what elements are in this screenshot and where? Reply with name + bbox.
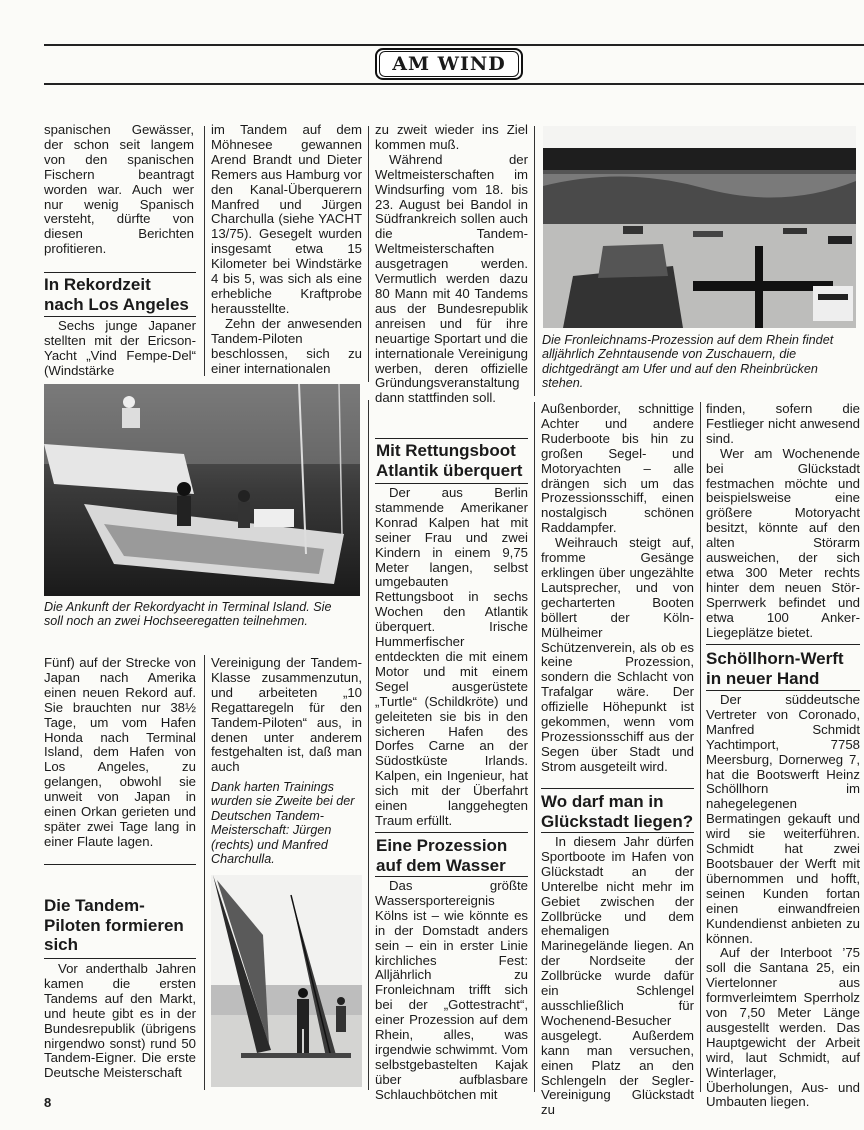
headline-rule xyxy=(44,958,196,959)
paragraph: Weihrauch steigt auf, fromme Gesänge erklingen über ungezählte Lautsprecher, und von gecharterten Booten böllert der Köln-Mülheimer Schützenverein, als ob es keine Prozession, sondern die Schlacht von Trafalgar wäre. Der offizielle Höhepunkt ist gekommen, wenn vom Prozessionsschiff aus der Segen über Stadt und Strom ausgeteilt wird. xyxy=(541,535,694,774)
rekordzeit-intro xyxy=(44,319,196,379)
column-divider xyxy=(534,126,535,396)
headline-rule xyxy=(541,832,694,833)
paragraph: In diesem Jahr dürfen Sportboote im Hafen von Glückstadt an der Unterelbe nicht mehr im Gebiet zwischen der Zollbrücke und dem ehemaligen Marinegelände liegen. An der Nordseite der Zollbrücke wurde dafür ein Schlengel ausschließlich für Wochenend-Besucher ausgelegt. Außerdem kann man versuchen, einen Platz an den Schlengeln der Segler-Vereinigung Glückstadt zu xyxy=(541,834,694,1118)
paragraph: Der aus Berlin stammende Amerikaner Konrad Kalpen hat mit seiner Frau und zwei Kindern in einem 9,75 Meter langen, selbst umgebauten Rettungsboot in sechs Wochen den Atlantik überquert. Irische Hummerfischer entdeckten die mit einem Motor und mit einem Segel ausgerüstete „Turtle“ (Schildkröte) und geleiteten sie bis in den sicheren Hafen des Dorfes Carne an der Südostküste Irlands. Kalpen, ein Ingenieur, hat sich mit der Überfahrt einen langgehegten Traum erfüllt. xyxy=(375,485,528,828)
column-divider xyxy=(204,655,205,1090)
headline-rule xyxy=(375,438,528,439)
headline-prozession: Eine Prozession auf dem Wasser xyxy=(376,836,508,875)
rettungsboot-text xyxy=(375,486,528,829)
col5-top-text xyxy=(706,402,860,641)
headline-rule xyxy=(375,832,528,833)
headline-glueckstadt: Wo darf man in Glückstadt liegen? xyxy=(541,792,694,831)
headline-schoellhorn: Schöllhorn-Werft in neuer Hand xyxy=(706,649,844,688)
headline-rettungsboot: Mit Rettungsboot Atlantik überquert xyxy=(376,441,523,480)
column-divider xyxy=(700,402,701,1092)
paragraph: spanischen Gewässer, der schon seit langem von den spanischen Fischern beantragt worden war. Auch wer nur wenig Spanisch versteht, dürfte von diesen Berichten profitieren. xyxy=(44,122,194,257)
headline-rule xyxy=(541,788,694,789)
paragraph: Wer am Wochenende bei Glückstadt festmachen möchte und beispielsweise eine größere Motoryacht besitzt, könnte auf den alten Störarm ausweichen, der sich etwa 300 Meter rechts hinter dem neuen Stör-Sperrwerk befindet und etwa 100 Anker-Liegeplätze bietet. xyxy=(706,445,860,640)
rekordzeit-continued xyxy=(44,656,196,850)
col4-top-text xyxy=(541,402,694,775)
headline-tandem: Die Tandem- Piloten formieren sich xyxy=(44,896,184,954)
paragraph: Auf der Interboot ’75 soll die Santana 25, ein Viertelonner aus formverleimtem Sperrholz von 7,50 Meter Länge ausgestellt werden. Das Hauptgewicht der Arbeit wird, laut Schmidt, auf Winterlager, Überholungen, Aus- und Umbauten liegen. xyxy=(706,945,860,1110)
paragraph: Zehn der anwesenden Tandem-Piloten beschlossen, sich zu einer internationalen xyxy=(211,315,362,376)
headline-rule xyxy=(44,316,196,317)
section-masthead xyxy=(375,48,523,80)
paragraph: Das größte Wassersportereignis Kölns ist – wie könnte es in der Domstadt anders sein – ein in erster Linie kirchliches Fest: Alljährlich zu Fronleichnam trifft sich bei der „Gottestracht“, einer Prozession auf dem Rhein, alles, was irgendwie schwimmt. Vom selbstgebastelten Kajak über aufblasbare Schlauchbötchen mit xyxy=(375,878,528,1102)
yacht-photo xyxy=(44,384,360,596)
tandem-intro xyxy=(44,962,196,1081)
header-rule xyxy=(44,83,864,85)
headline-rule xyxy=(44,272,196,273)
column-divider xyxy=(534,402,535,1092)
yacht-photo-caption: Die Ankunft der Rekordyacht in Terminal Island. Sie soll noch an zwei Hochseeregatten teilnehmen. xyxy=(44,600,332,629)
headline-rekordzeit: In Rekordzeit nach Los Angeles xyxy=(44,275,189,314)
schoellhorn-text xyxy=(706,693,860,1110)
top-rule xyxy=(44,44,864,46)
col1-top-text xyxy=(44,123,194,257)
paragraph: Der süddeutsche Vertreter von Coronado, Manfred Schmidt Yachtimport, 7758 Meersburg, Dornerweg 7, hat die Bootswerft Heinz Schöllhorn im nahegelegenen Bermatingen gekauft und wird sie weiterführen. Schmidt hat zwei Bootsbauer der Werft mit übernommen und hofft, seinen Kunden fortan einen einwandfreien Kundendienst anbieten zu können. xyxy=(706,692,860,946)
section-title: AM WIND xyxy=(379,51,519,77)
headline-rule xyxy=(375,483,528,484)
windsurf-photo xyxy=(211,875,362,1087)
column-divider xyxy=(204,126,205,376)
rhein-photo-caption: Die Fronleichnams-Prozession auf dem Rhein findet alljährlich Zehntausende von Zuschauern, die dichtgedrängt am Ufer und auf den Rheinbrücken stehen. xyxy=(542,333,834,391)
tandem-photo-caption: Dank harten Trainings wurden sie Zweite bei der Deutschen Tandem-Meisterschaft: Jürgen (rechts) und Manfred Charchulla. xyxy=(211,780,355,867)
paragraph: Fünf) auf der Strecke von Japan nach Amerika einen neuen Rekord auf. Sie brauchten nur 38½ Tage, um vom Hafen Honda nach Terminal Island, dem Hafen von Los Angeles, zu gelangen, obwohl sie unweit von Japan in einen Orkan gerieten und später zwei Tage lang in einer Flaute lagen. xyxy=(44,655,196,849)
col2-bottom-text xyxy=(211,656,362,775)
paragraph: Sechs junge Japaner stellten mit der Ericson-Yacht „Vind Fempe-Del“ (Windstärke xyxy=(44,318,196,378)
paragraph: Vereinigung der Tandem-Klasse zusammenzutun, und arbeiteten „10 Regattaregeln für den Tandem-Piloten“ aus, in denen unter anderem festgehalten ist, daß man auch xyxy=(211,655,362,775)
col2-top-text xyxy=(211,123,362,376)
headline-rule xyxy=(375,876,528,877)
col3-top-text xyxy=(375,123,528,406)
column-divider xyxy=(368,126,369,382)
headline-rule xyxy=(706,690,860,691)
paragraph: zu zweit wieder ins Ziel kommen muß. xyxy=(375,122,528,152)
paragraph: Außenborder, schnittige Achter und andere Ruderboote bis hin zu großen Segel- und Motoryachten – alle drängen sich um das Prozessionsschiff, einen nostalgisch schönen Raddampfer. xyxy=(541,401,694,536)
page-number: 8 xyxy=(44,1095,52,1110)
paragraph: Vor anderthalb Jahren kamen die ersten Tandems auf den Markt, und heute gibt es in der Bundesrepublik (übrigens nirgendwo sonst) rund 50 Tandem-Eigner. Die erste Deutsche Meisterschaft xyxy=(44,961,196,1081)
paragraph: Während der Weltmeisterschaften im Windsurfing vom 18. bis 23. August bei Bandol in Südfrankreich sollen auch die Tandem-Weltmeisterschaften ausgetragen werden. Vermutlich werden dazu 80 Mann mit 40 Tandems aus der Bundesrepublik anreisen und für ihre neuartige Sportart und die internationale Vereinigung werben, deren offizielle Gründungsveranstaltung dann stattfinden soll. xyxy=(375,151,528,406)
rhein-procession-photo xyxy=(543,126,856,328)
paragraph: im Tandem auf dem Möhnesee gewannen Arend Brandt und Dieter Remers aus Hamburg vor den Kanal-Überquerern Manfred und Jürgen Charchulla (siehe YACHT 13/75). Gesegelt wurden insgesamt etwa 15 Kilometer bei Windstärke 4 bis 5, was sich als eine erhebliche Kraftprobe herausstellte. xyxy=(211,122,362,316)
glueckstadt-text xyxy=(541,835,694,1118)
paragraph: finden, sofern die Festlieger nicht anwesend sind. xyxy=(706,401,860,446)
headline-rule xyxy=(706,644,860,645)
column-divider xyxy=(368,400,369,1090)
headline-rule xyxy=(44,864,196,865)
prozession-text xyxy=(375,879,528,1103)
